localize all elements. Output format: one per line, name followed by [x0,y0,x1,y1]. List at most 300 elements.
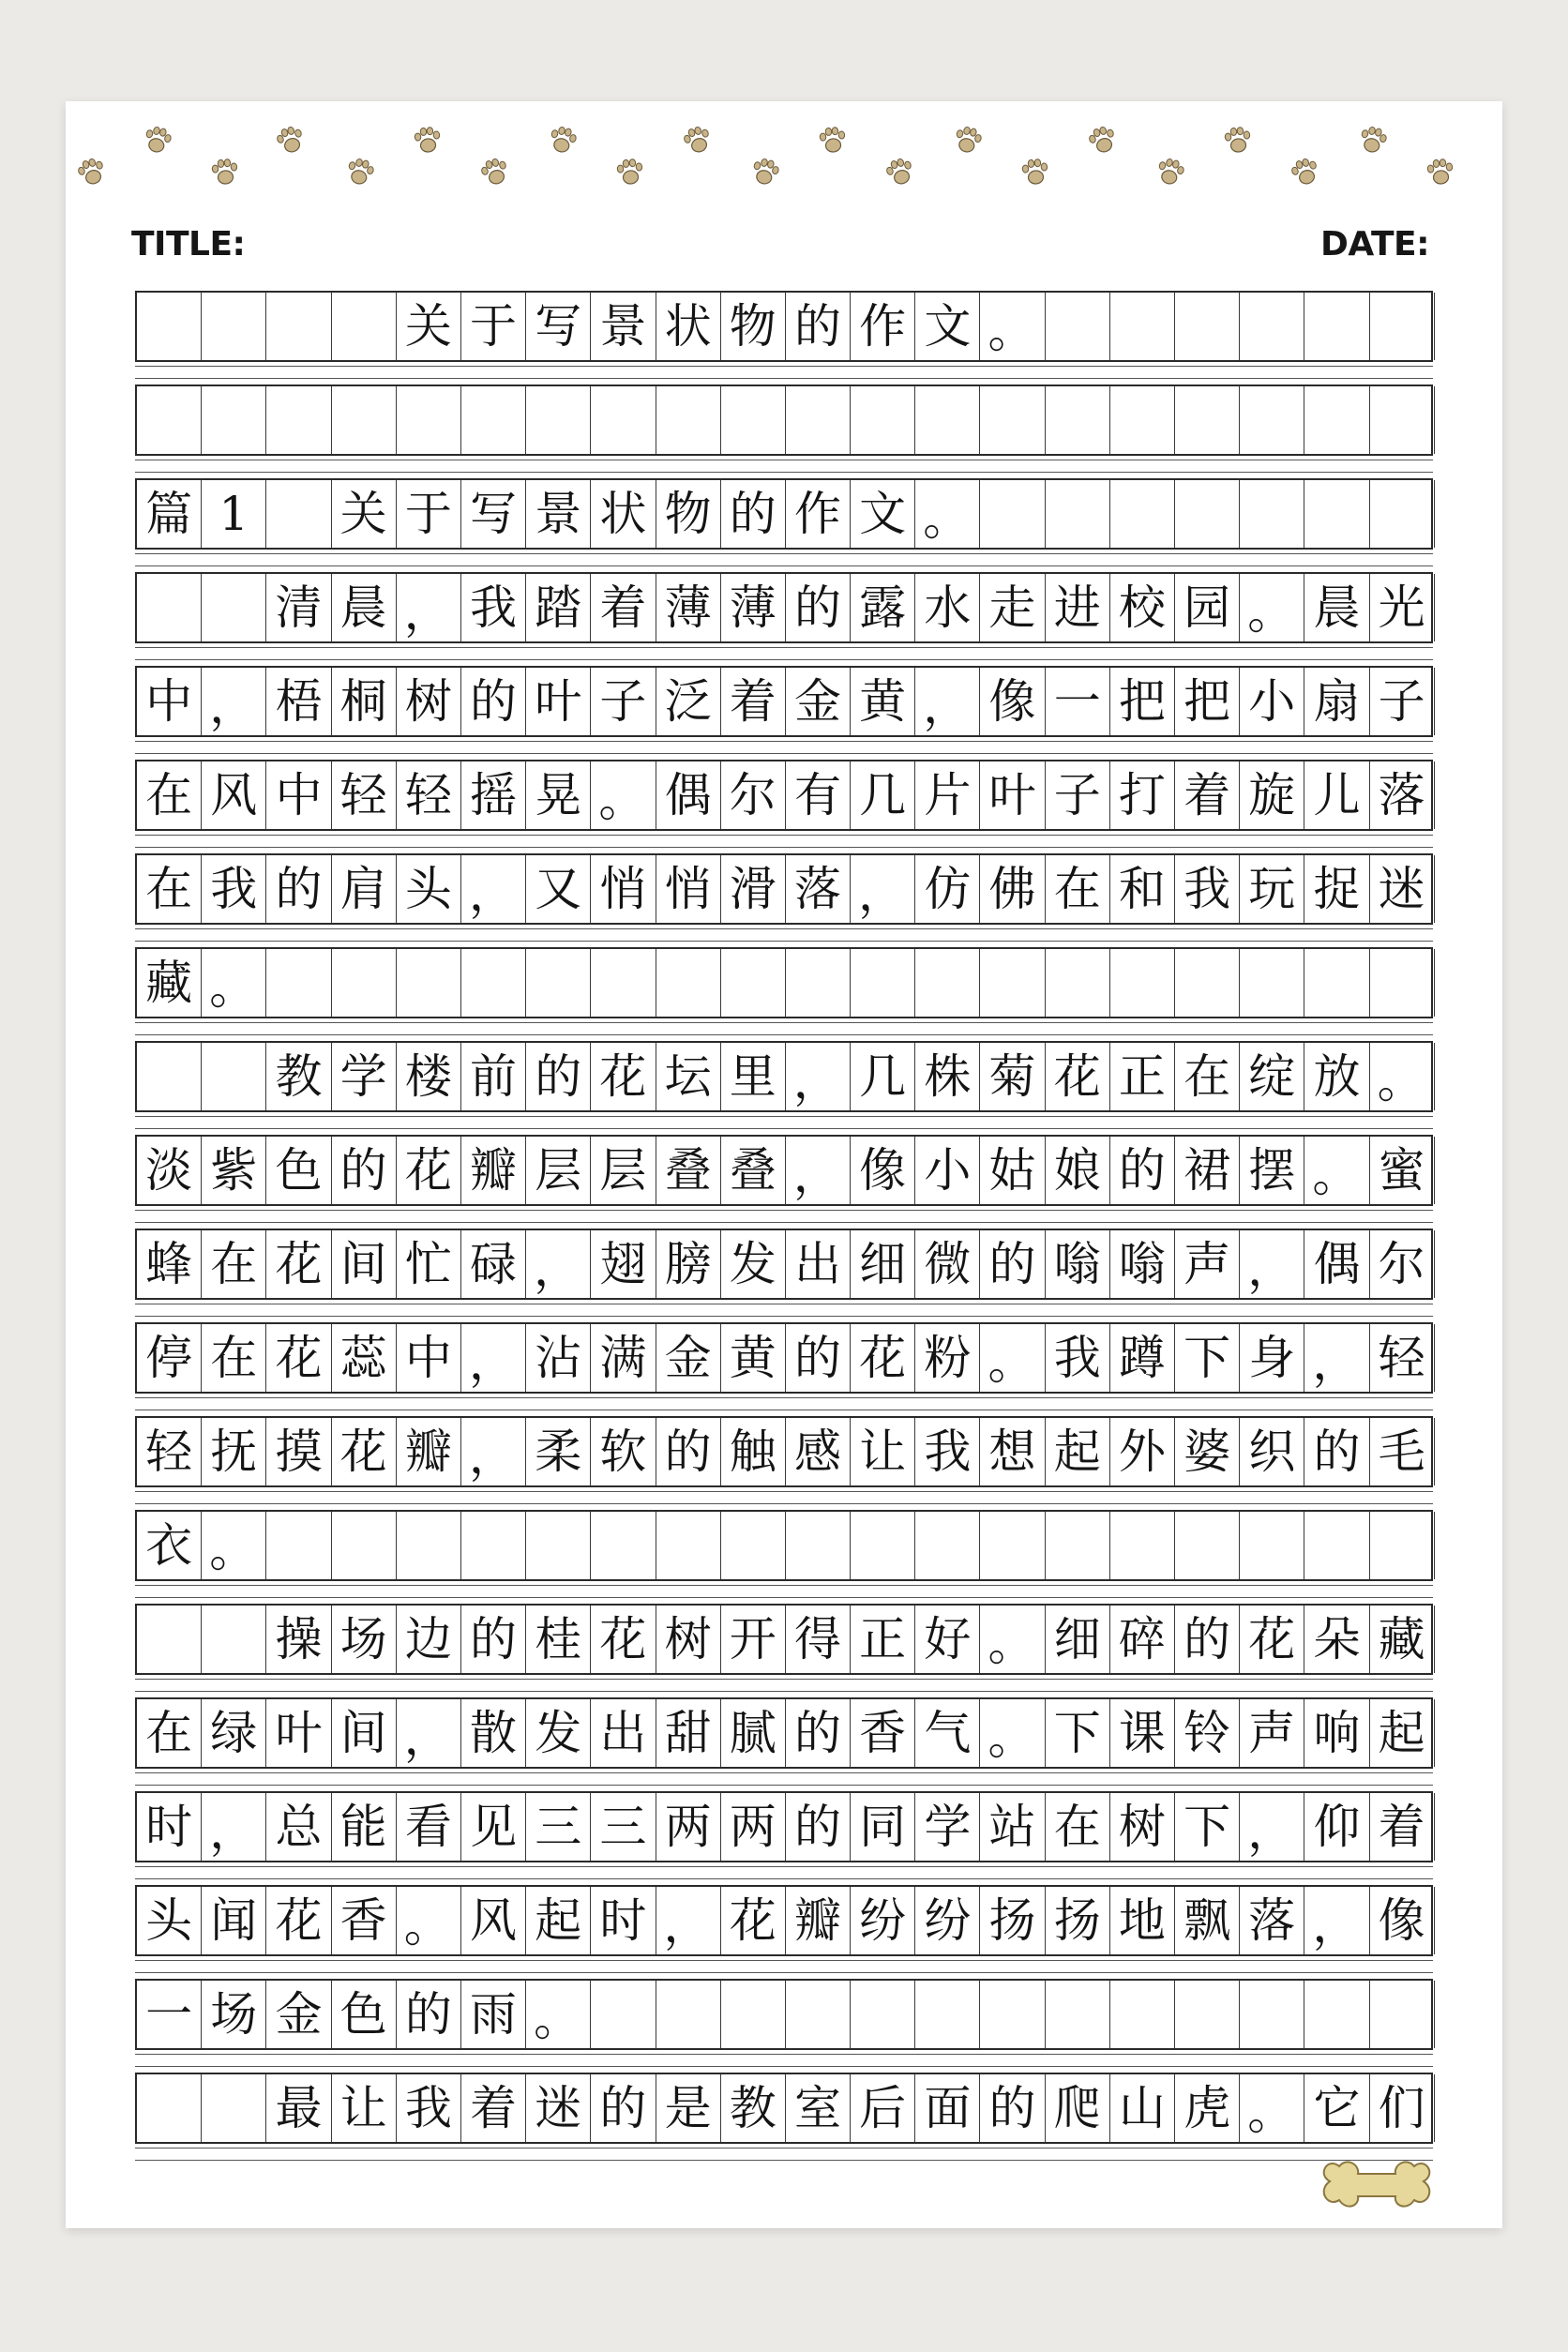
grid-cell [137,2074,202,2142]
grid-cell: 露 [851,574,915,641]
grid-cell [266,1512,331,1579]
grid-cell: 桐 [332,668,397,735]
grid-cell: 触 [721,1418,786,1485]
grid-cell: 像 [1370,1887,1435,1954]
grid-cell: 我 [461,574,526,641]
grid-cell: 蜜 [1370,1137,1435,1204]
grid-row [135,1229,1433,1300]
row-spacer [135,553,1433,566]
grid-cell [137,1043,202,1110]
grid-cell: ， [786,1137,851,1204]
grid-cell: 婆 [1175,1418,1240,1485]
grid-cell [1240,1981,1304,2048]
paw-print-icon [884,157,915,188]
grid-cell: 三 [526,1793,591,1861]
grid-cell: 花 [1240,1606,1304,1673]
grid-cell [656,386,721,454]
grid-cell: 碌 [461,1230,526,1298]
grid-cell: ， [461,855,526,923]
grid-cell: 层 [591,1137,656,1204]
paw-print-icon [211,158,238,186]
grid-cell: 。 [980,1324,1045,1392]
grid-cell [1175,1981,1240,2048]
grid-cell: 能 [332,1793,397,1861]
grid-cell: ， [526,1230,591,1298]
date-label: DATE: [1320,225,1429,264]
grid-cell: 叠 [721,1137,786,1204]
grid-cell: 。 [397,1887,461,1954]
grid-cell [915,1981,980,2048]
grid-cell: 嗡 [1110,1230,1175,1298]
grid-cell: 声 [1240,1699,1304,1767]
grid-cell: 着 [1175,761,1240,829]
grid-cell: 风 [202,761,266,829]
grid-cell: 中 [266,761,331,829]
grid-cell [1370,293,1435,360]
grid-cell: 在 [1175,1043,1240,1110]
grid-cell: 碎 [1110,1606,1175,1673]
grid-cell: 园 [1175,574,1240,641]
grid-cell: 轻 [137,1418,202,1485]
row-spacer [135,647,1433,660]
row-spacer [135,1585,1433,1598]
grid-cell [786,1512,851,1579]
grid-cell: 叶 [980,761,1045,829]
grid-cell: 落 [1240,1887,1304,1954]
grid-cell: 忙 [397,1230,461,1298]
grid-cell: 的 [786,574,851,641]
grid-cell: 写 [461,480,526,548]
grid-cell: 佛 [980,855,1045,923]
grid-cell: 翅 [591,1230,656,1298]
paw-print-icon [275,125,306,156]
grid-cell: 文 [851,480,915,548]
grid-cell [1175,1512,1240,1579]
grid-cell: 感 [786,1418,851,1485]
grid-cell: 叠 [656,1137,721,1204]
grid-cell [656,949,721,1017]
grid-cell: 叶 [266,1699,331,1767]
grid-cell: 清 [266,574,331,641]
grid-cell: 扬 [980,1887,1045,1954]
grid-cell [1240,1512,1304,1579]
row-spacer [135,1210,1433,1223]
grid-cell: 时 [137,1793,202,1861]
grid-cell: 中 [137,668,202,735]
grid-cell [786,386,851,454]
grid-cell [1110,293,1175,360]
grid-cell: 瓣 [397,1418,461,1485]
row-spacer [135,835,1433,848]
grid-cell: 滑 [721,855,786,923]
grid-cell [1110,386,1175,454]
grid-cell: 的 [980,2074,1045,2142]
grid-cell: 我 [915,1418,980,1485]
grid-cell [266,480,331,548]
grid-cell [786,1981,851,2048]
grid-cell [1175,949,1240,1017]
grid-cell: 正 [851,1606,915,1673]
grid-cell: 关 [332,480,397,548]
grid-cell: 迷 [526,2074,591,2142]
grid-cell: 的 [786,293,851,360]
grid-cell: 下 [1175,1793,1240,1861]
grid-cell: 在 [202,1324,266,1392]
grid-cell: 薄 [656,574,721,641]
grid-cell: ， [397,1699,461,1767]
row-spacer [135,928,1433,942]
grid-cell: 捉 [1304,855,1369,923]
grid-cell: 金 [786,668,851,735]
grid-cell [1046,1512,1110,1579]
grid-cell: 花 [397,1137,461,1204]
grid-cell [915,386,980,454]
grid-cell: 的 [786,1699,851,1767]
notebook-page [66,101,1502,2228]
grid-cell [851,1981,915,2048]
grid-cell: 头 [137,1887,202,1954]
grid-cell: 气 [915,1699,980,1767]
paw-print-icon [345,157,375,187]
paw-print-icon [479,157,510,188]
grid-cell: 。 [980,1606,1045,1673]
grid-cell: 飘 [1175,1887,1240,1954]
grid-cell: 尔 [1370,1230,1435,1298]
grid-cell: 轻 [397,761,461,829]
grid-cell [137,293,202,360]
row-spacer [135,1679,1433,1692]
grid-cell: 细 [851,1230,915,1298]
grid-cell: 。 [980,1699,1045,1767]
grid-cell: 香 [332,1887,397,1954]
grid-cell: 。 [915,480,980,548]
grid-cell: 物 [656,480,721,548]
grid-cell: 状 [591,480,656,548]
grid-cell: 最 [266,2074,331,2142]
grid-cell: 衣 [137,1512,202,1579]
grid-cell: 层 [526,1137,591,1204]
grid-cell: 着 [1370,1793,1435,1861]
grid-cell: 花 [266,1324,331,1392]
grid-cell: 想 [980,1418,1045,1485]
grid-row [135,384,1433,456]
grid-cell: 树 [1110,1793,1175,1861]
grid-cell: 铃 [1175,1699,1240,1767]
grid-cell [656,1981,721,2048]
grid-cell: 边 [397,1606,461,1673]
grid-cell: 坛 [656,1043,721,1110]
grid-cell: 的 [397,1981,461,2048]
grid-cell: 。 [1304,1137,1369,1204]
grid-row [135,1604,1433,1675]
grid-cell [1046,386,1110,454]
grid-cell [202,1606,266,1673]
grid-cell: 光 [1370,574,1435,641]
grid-cell: 于 [461,293,526,360]
grid-cell: ， [1240,1793,1304,1861]
grid-cell: ， [656,1887,721,1954]
paw-print-icon [1087,125,1118,156]
grid-cell: 腻 [721,1699,786,1767]
grid-cell: 间 [332,1230,397,1298]
grid-cell: 迷 [1370,855,1435,923]
grid-cell: 着 [591,574,656,641]
grid-cell: 甜 [656,1699,721,1767]
grid-cell: 花 [332,1418,397,1485]
grid-cell: 身 [1240,1324,1304,1392]
grid-cell [980,480,1045,548]
row-spacer [135,1022,1433,1035]
grid-row [135,2073,1433,2144]
grid-cell: 的 [332,1137,397,1204]
grid-cell: 的 [656,1418,721,1485]
grid-cell: 梧 [266,668,331,735]
row-spacer [135,366,1433,379]
grid-cell: 花 [266,1230,331,1298]
grid-cell [1110,480,1175,548]
grid-cell: 面 [915,2074,980,2142]
grid-cell: 抚 [202,1418,266,1485]
paw-print-icon [1155,157,1185,187]
grid-cell: 仿 [915,855,980,923]
grid-cell: ， [461,1324,526,1392]
grid-cell: 的 [1304,1418,1369,1485]
grid-cell: 我 [1175,855,1240,923]
grid-cell [1175,386,1240,454]
row-spacer [135,1491,1433,1504]
grid-cell [137,1606,202,1673]
grid-row [135,853,1433,925]
grid-cell: 发 [526,1699,591,1767]
grid-cell: 绽 [1240,1043,1304,1110]
grid-cell: 一 [137,1981,202,2048]
grid-cell: 教 [266,1043,331,1110]
grid-cell: 金 [266,1981,331,2048]
grid-cell [526,949,591,1017]
grid-cell: 叶 [526,668,591,735]
grid-cell: 下 [1046,1699,1110,1767]
grid-cell: 风 [461,1887,526,1954]
grid-cell [1240,949,1304,1017]
grid-cell: 着 [721,668,786,735]
grid-cell: 尔 [721,761,786,829]
grid-cell [591,1981,656,2048]
grid-cell [786,949,851,1017]
grid-cell: 色 [332,1981,397,2048]
grid-row [135,572,1433,643]
grid-cell [1110,1512,1175,1579]
grid-cell: 在 [202,1230,266,1298]
grid-cell: 站 [980,1793,1045,1861]
grid-cell: 总 [266,1793,331,1861]
grid-cell: 见 [461,1793,526,1861]
grid-cell: 和 [1110,855,1175,923]
grid-cell [397,386,461,454]
grid-cell: 小 [915,1137,980,1204]
grid-cell: 像 [851,1137,915,1204]
grid-cell: 在 [137,855,202,923]
grid-cell: 出 [786,1230,851,1298]
row-spacer [135,2148,1433,2161]
grid-cell: 玩 [1240,855,1304,923]
paw-print-icon [682,125,713,156]
grid-cell: 物 [721,293,786,360]
grid-cell [332,1512,397,1579]
grid-cell [332,949,397,1017]
grid-cell: 在 [137,761,202,829]
grid-cell: 轻 [1370,1324,1435,1392]
paw-print-icon [1224,127,1251,154]
grid-cell: ， [851,855,915,923]
grid-cell: 。 [526,1981,591,2048]
grid-cell: 的 [786,1793,851,1861]
grid-cell: 花 [591,1043,656,1110]
grid-cell: 薄 [721,574,786,641]
grid-cell [1370,1981,1435,2048]
grid-cell: 花 [851,1324,915,1392]
grid-cell [526,1512,591,1579]
paw-border [66,101,1502,204]
grid-cell: 地 [1110,1887,1175,1954]
grid-cell: 的 [1110,1137,1175,1204]
grid-cell: 的 [591,2074,656,2142]
paw-print-icon [1021,158,1048,186]
grid-cell: 它 [1304,2074,1369,2142]
grid-cell: 儿 [1304,761,1369,829]
paw-print-icon [819,127,846,154]
grid-cell: 后 [851,2074,915,2142]
paw-print-icon [1426,158,1454,186]
grid-cell: 间 [332,1699,397,1767]
grid-row [135,1041,1433,1112]
grid-cell: 。 [1370,1043,1435,1110]
grid-row [135,1135,1433,1206]
grid-cell: 把 [1110,668,1175,735]
grid-row [135,1979,1433,2050]
grid-cell: 进 [1046,574,1110,641]
grid-cell [332,293,397,360]
grid-cell: 花 [591,1606,656,1673]
grid-cell: ， [202,1793,266,1861]
grid-cell [1304,1981,1369,2048]
grid-cell: 摇 [461,761,526,829]
grid-cell: 柔 [526,1418,591,1485]
grid-cell: ， [1304,1324,1369,1392]
grid-cell [721,949,786,1017]
grid-cell [1370,1512,1435,1579]
grid-row [135,291,1433,362]
grid-cell [1370,949,1435,1017]
grid-cell: 晃 [526,761,591,829]
grid-cell: 又 [526,855,591,923]
grid-cell: 在 [137,1699,202,1767]
grid-cell: 毛 [1370,1418,1435,1485]
grid-cell [1240,480,1304,548]
grid-cell: 操 [266,1606,331,1673]
grid-cell: 摆 [1240,1137,1304,1204]
grid-cell: ， [461,1418,526,1485]
grid-cell [202,2074,266,2142]
grid-cell: 菊 [980,1043,1045,1110]
grid-cell: 的 [786,1324,851,1392]
row-spacer [135,2054,1433,2067]
grid-cell [461,949,526,1017]
grid-cell: 水 [915,574,980,641]
row-spacer [135,1397,1433,1410]
grid-cell [1304,386,1369,454]
grid-cell: 树 [397,668,461,735]
grid-cell [721,386,786,454]
grid-cell: 学 [332,1043,397,1110]
grid-cell: 起 [1370,1699,1435,1767]
title-label: TITLE: [131,225,246,264]
grid-cell: 同 [851,1793,915,1861]
grid-cell: 蕊 [332,1324,397,1392]
grid-cell: ， [202,668,266,735]
grid-cell [1110,1981,1175,2048]
grid-cell [851,949,915,1017]
grid-cell: 晨 [332,574,397,641]
grid-cell: 悄 [656,855,721,923]
grid-cell: 落 [1370,761,1435,829]
grid-cell: ， [1240,1230,1304,1298]
grid-cell: 篇 [137,480,202,548]
grid-cell: 悄 [591,855,656,923]
grid-cell: 晨 [1304,574,1369,641]
grid-cell: 场 [202,1981,266,2048]
paw-print-icon [750,157,780,187]
grid-cell: 织 [1240,1418,1304,1485]
grid-cell: 景 [526,480,591,548]
grid-cell: 我 [397,2074,461,2142]
grid-cell: ， [397,574,461,641]
grid-cell: 校 [1110,574,1175,641]
grid-cell: 仰 [1304,1793,1369,1861]
grid-cell [980,1512,1045,1579]
grid-cell: 瓣 [786,1887,851,1954]
grid-cell [202,293,266,360]
grid-cell: 花 [721,1887,786,1954]
grid-cell [397,949,461,1017]
grid-cell: 我 [1046,1324,1110,1392]
grid-cell: 状 [656,293,721,360]
grid-cell: 朵 [1304,1606,1369,1673]
grid-cell: 藏 [1370,1606,1435,1673]
grid-cell: 片 [915,761,980,829]
grid-cell: 场 [332,1606,397,1673]
grid-cell: 金 [656,1324,721,1392]
grid-row [135,760,1433,831]
grid-cell: 。 [1240,574,1304,641]
grid-cell: 外 [1110,1418,1175,1485]
grid-cell: 瓣 [461,1137,526,1204]
grid-cell [1046,1981,1110,2048]
grid-cell: 几 [851,761,915,829]
grid-cell [656,1512,721,1579]
grid-cell: 黄 [851,668,915,735]
row-spacer [135,1772,1433,1786]
grid-cell: 中 [397,1324,461,1392]
grid-cell: 们 [1370,2074,1435,2142]
grid-cell: 1 [202,480,266,548]
grid-cell [1110,949,1175,1017]
grid-cell: 的 [461,668,526,735]
grid-cell [721,1512,786,1579]
grid-cell: 发 [721,1230,786,1298]
grid-cell: ， [786,1043,851,1110]
grid-cell: 让 [851,1418,915,1485]
grid-cell: 蹲 [1110,1324,1175,1392]
